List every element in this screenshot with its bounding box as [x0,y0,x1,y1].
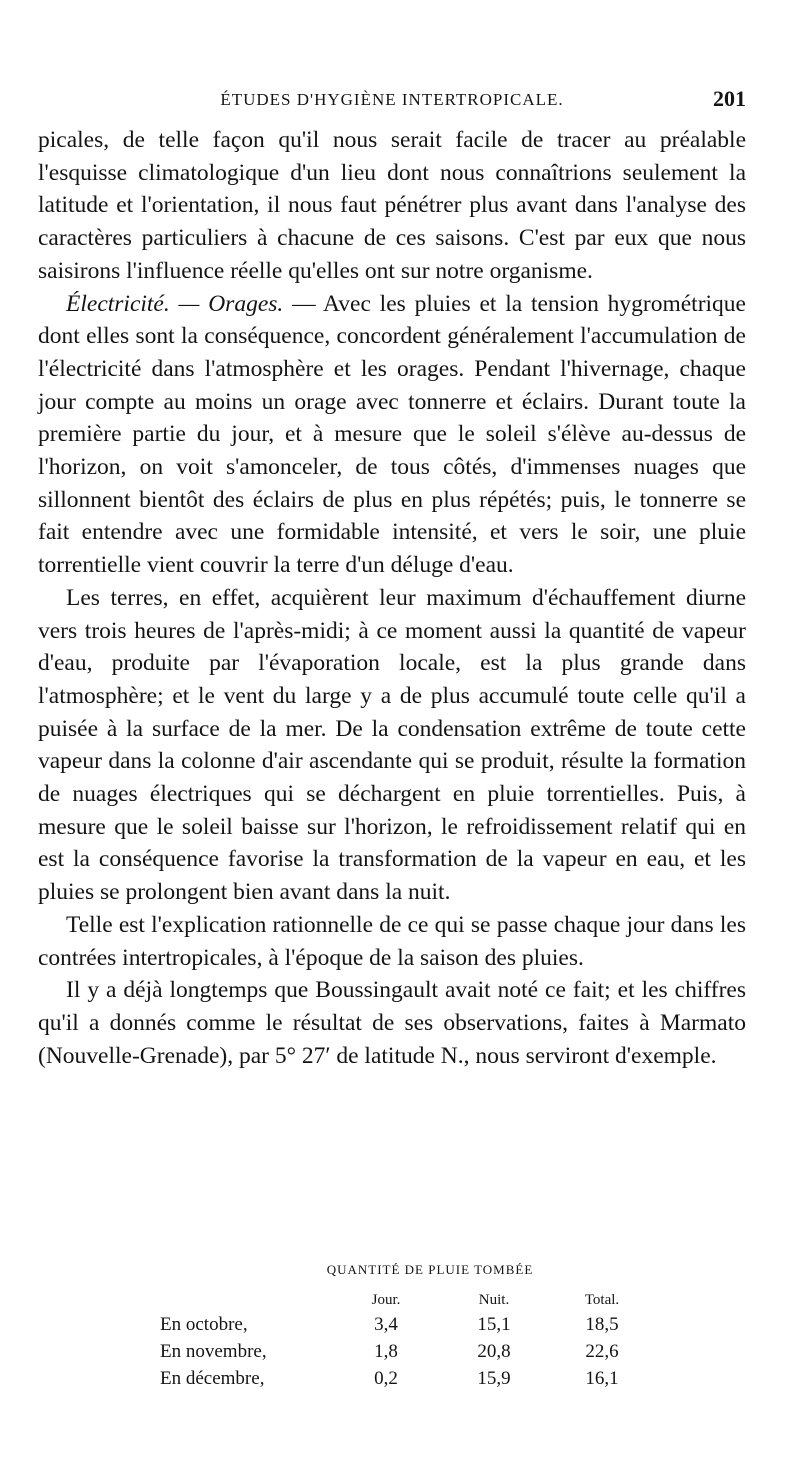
night-value-cell: 15,1 [477,1313,511,1335]
paragraph-text: Telle est l'explication rationnelle de ce qui se passe chaque jour dans les contrées intertropicales, à l'époque de la saison des pluies. [38,911,746,971]
table-header-cell: Total. [584,1292,620,1308]
table-row [160,1338,656,1365]
paragraph-text: Il y a déjà longtemps que Boussingault avait noté ce fait; et les chiffres qu'il a donnés comme le résultat de ses observations, faites à Marmato (Nouvelle-Grenade), par 5° 27′ de latitude N., nous serviront d'exemple. [38,977,746,1069]
page-number: 201 [713,86,746,111]
night-value-cell: 15,9 [477,1367,511,1389]
month-cell: En novembre, [160,1340,267,1362]
rainfall-table-block [160,1262,660,1392]
paragraph [38,124,746,288]
table-title: QUANTITÉ DE PLUIE TOMBÉE [326,1262,534,1277]
table-header-cell: Jour. [371,1292,401,1308]
body-text [38,124,746,1072]
paragraph-text: Les terres, en effet, acquièrent leur maximum d'échauffement diurne vers trois heures de l'après-midi; à ce moment aussi la quantité de vapeur d'eau, produite par l'évaporation locale, est la plus grande dans l'atmosphère; et le vent du large y a de plus accumulé toute celle qu'il a puisée à la surface de la mer. De la condensation extrême de toute cette vapeur dans la colonne d'air ascendante qui se produit, résulte la formation de nuages électriques qui se déchargent en pluie torrentielles. Puis, à mesure que le soleil baisse sur l'horizon, le refroidissement relatif qui en est la conséquence favorise la transformation de la vapeur en eau, et les pluies se prolongent bien avant dans la nuit. [38,584,746,906]
day-value-cell: 1,8 [374,1340,398,1362]
section-runin-heading: Électricité. — Orages. [66,290,284,317]
paragraph [38,582,746,909]
total-value-cell: 18,5 [585,1313,619,1335]
paragraph [38,288,746,582]
month-cell: En décembre, [160,1367,265,1389]
table-row [160,1311,656,1338]
running-title: ÉTUDES D'HYGIÈNE INTERTROPICALE. [220,90,564,109]
table-header-cell: Nuit. [478,1292,510,1308]
table-header-cell [160,1292,332,1311]
total-value-cell: 16,1 [585,1367,619,1389]
paragraph-text: picales, de telle façon qu'il nous serait facile de tracer au préalable l'esquisse climatologique d'un lieu dont nous connaîtrions seulement la latitude et l'orientation, il nous faut pénétrer plus avant dans l'analyse des caractères particuliers à chacune de ces saisons. C'est par eux que nous saisirons l'influence réelle qu'elles ont sur notre organisme. [38,127,746,284]
table-row [160,1365,656,1392]
paragraph [38,909,746,974]
day-value-cell: 3,4 [374,1313,398,1335]
table-header-row [160,1292,656,1311]
paragraph [38,974,746,1072]
rainfall-table [160,1292,656,1392]
night-value-cell: 20,8 [477,1340,511,1362]
day-value-cell: 0,2 [374,1367,398,1389]
month-cell: En octobre, [160,1313,248,1335]
total-value-cell: 22,6 [585,1340,619,1362]
page-header [38,86,746,120]
paragraph-text: — Avec les pluies et la tension hygrométrique dont elles sont la conséquence, concordent généralement l'accumulation de l'électricité dans l'atmosphère et les orages. Pendant l'hivernage, chaque jour compte au moins un orage avec tonnerre et éclairs. Durant toute la première partie du jour, et à mesure que le soleil s'élève au-dessus de l'horizon, on voit s'amonceler, de tous côtés, d'immenses nuages que sillonnent bientôt des éclairs de plus en plus répétés; puis, le tonnerre se fait entendre avec une formidable intensité, et vers le soir, une pluie torrentielle vient couvrir la terre d'un déluge d'eau. [38,290,746,579]
